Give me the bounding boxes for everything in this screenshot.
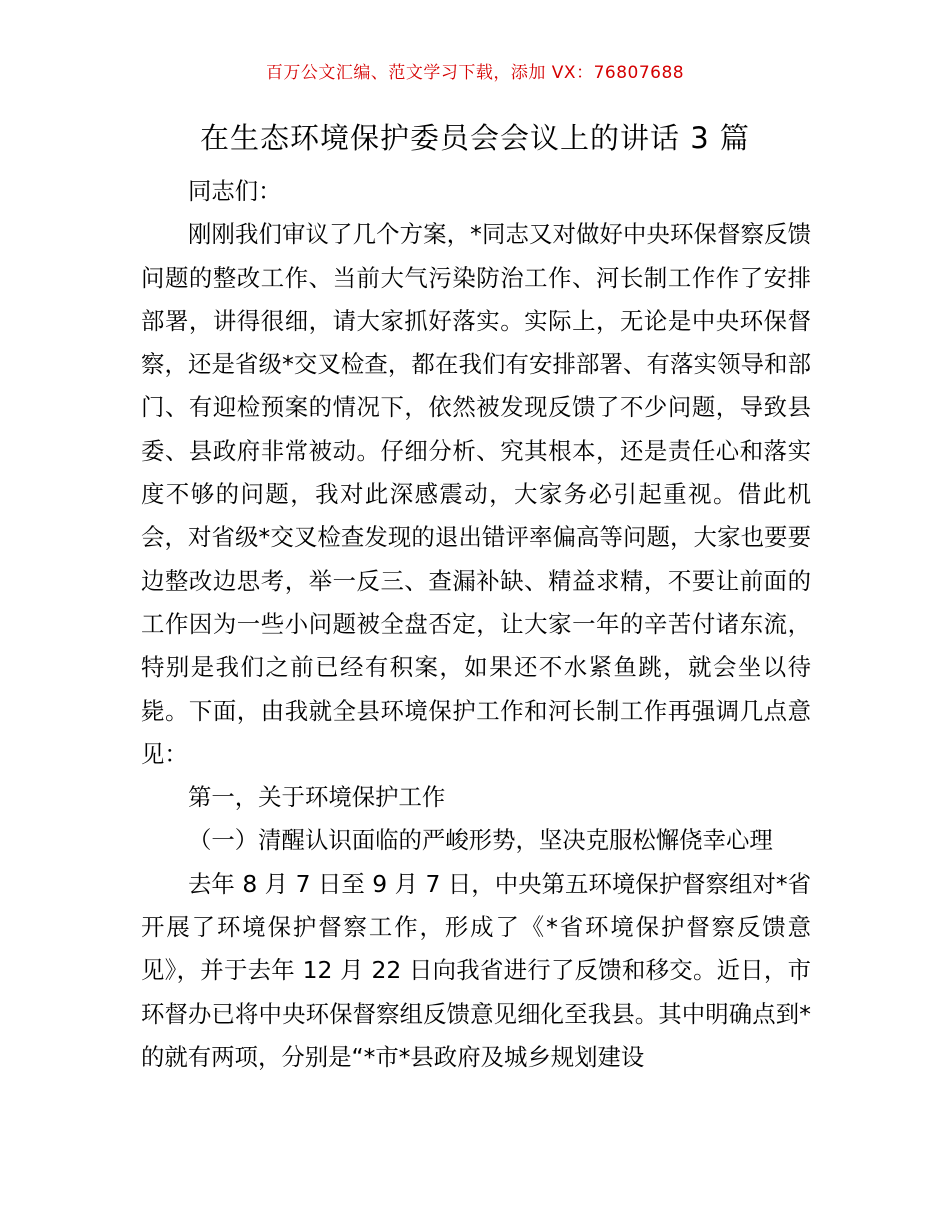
document-body: [141, 170, 811, 1079]
subsection-heading: （一）清醒认识面临的严峻形势，坚决克服松懈侥幸心理: [188, 826, 773, 855]
paragraph-inspection: 去年 8 月 7 日至 9 月 7 日，中央第五环境保护督察组对*省开展了环境保护督察工作，形成了《*省环境保护督察反馈意见》，并于去年 12 月 22 日向我省进行了反馈和移交。近日，市环督办已将中央环保督察组反馈意见细化至我县。其中明确点到*的就有两项，分别是“*市*县政府及城乡规划建设: [141, 869, 811, 1071]
document-title: 在生态环境保护委员会会议上的讲话 3 篇: [200, 121, 750, 155]
section-heading: 第一，关于环境保护工作: [188, 783, 446, 812]
watermark-header: 百万公文汇编、范文学习下载，添加 VX：76807688: [265, 63, 685, 83]
paragraph-intro: 刚刚我们审议了几个方案，*同志又对做好中央环保督察反馈问题的整改工作、当前大气污染防治工作、河长制工作作了安排部署，讲得很细，请大家抓好落实。实际上，无论是中央环保督察，还是省级*交叉检查，都在我们有安排部署、有落实领导和部门、有迎检预案的情况下，依然被发现反馈了不少问题，导致县委、县政府非常被动。仔细分析、究其根本，还是责任心和落实度不够的问题，我对此深感震动，大家务必引起重视。借此机会，对省级*交叉检查发现的退出错评率偏高等问题，大家也要要边整改边思考，举一反三、查漏补缺、精益求精，不要让前面的工作因为一些小问题被全盘否定，让大家一年的辛苦付诸东流，特别是我们之前已经有积案，如果还不水紧鱼跳，就会坐以待毙。下面，由我就全县环境保护工作和河长制工作再强调几点意见：: [141, 220, 811, 768]
salutation: 同志们：: [188, 177, 282, 205]
